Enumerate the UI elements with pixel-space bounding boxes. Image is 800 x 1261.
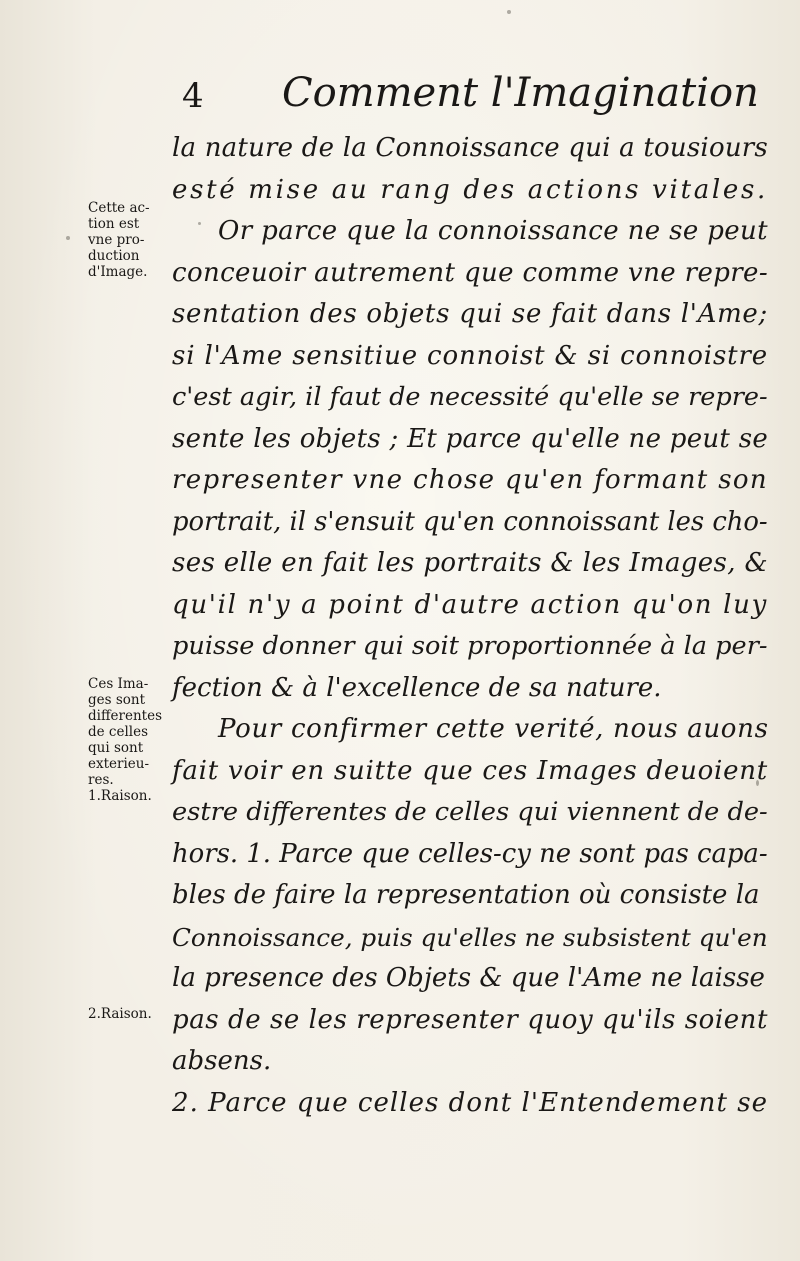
text-line: Pour confirmer cette verité, nous auons [218,714,769,744]
ink-speck [66,236,70,240]
margin-note [88,676,174,804]
margin-note-line: ges sont [88,692,146,708]
margin-note-line: differentes [88,708,163,724]
margin-note-line: duction [88,248,140,264]
margin-note-line: d'Image. [88,264,148,280]
margin-note-line: 1.Raison. [88,788,152,804]
text-line: si l'Ame sensitiue connoist & si connoistre [172,340,768,371]
margin-note-line: Cette ac- [88,200,150,216]
text-line: fait voir en suitte que ces Images deuoient [172,755,768,786]
text-line: pas de se les representer quoy qu'ils soient [172,1004,768,1035]
ink-speck [507,10,511,14]
body-text [172,128,768,1124]
margin-note-line: exterieu- [88,756,150,772]
text-line: sente les objets ; Et parce qu'elle ne peut se [172,423,768,454]
margin-note-line: tion est [88,216,140,232]
text-line: conceuoir autrement que comme vne repre- [172,257,768,288]
text-line: esté mise au rang des actions vitales. [172,174,768,205]
running-title: Comment l'Imagination [282,70,759,116]
text-line: Connoissance, puis qu'elles ne subsistent qu'en [172,922,768,952]
margin-note [88,1006,174,1022]
margin-note-line: Ces Ima- [88,676,149,692]
text-line: ses elle en fait les portraits & les Images, & [172,548,768,578]
text-line: la presence des Objets & que l'Ame ne laisse [172,963,765,993]
page-header [182,70,759,130]
text-line: absens. [172,1046,272,1076]
text-line: la nature de la Connoissance qui a tousiours [172,133,768,163]
text-line: hors. 1. Parce que celles-cy ne sont pas capa- [172,838,768,869]
margin-note-line: res. [88,772,114,788]
margin-note-line: qui sont [88,740,144,756]
text-line: fection & à l'excellence de sa nature. [172,672,662,703]
text-line: portrait, il s'ensuit qu'en connoissant les cho- [172,506,768,537]
ink-speck [756,780,759,786]
ink-speck [198,222,201,225]
margin-note [88,200,174,280]
page-number: 4 [182,76,204,116]
text-line: 2. Parce que celles dont l'Entendement se [172,1087,768,1118]
text-line: qu'il n'y a point d'autre action qu'on luy [172,589,768,620]
text-line: estre differentes de celles qui viennent de de- [172,797,768,827]
margin-note-line: de celles [88,724,149,740]
text-line: bles de faire la representation où consiste la [172,880,760,910]
text-line: Or parce que la connoissance ne se peut [218,216,768,246]
margin-note-line: 2.Raison. [88,1006,152,1022]
margin-note-line: vne pro- [88,232,145,248]
text-line: c'est agir, il faut de necessité qu'elle se repre- [172,382,768,412]
text-line: representer vne chose qu'en formant son [172,465,768,495]
text-line: puisse donner qui soit proportionnée à la per- [172,631,768,661]
text-line: sentation des objets qui se fait dans l'Ame; [172,299,768,329]
